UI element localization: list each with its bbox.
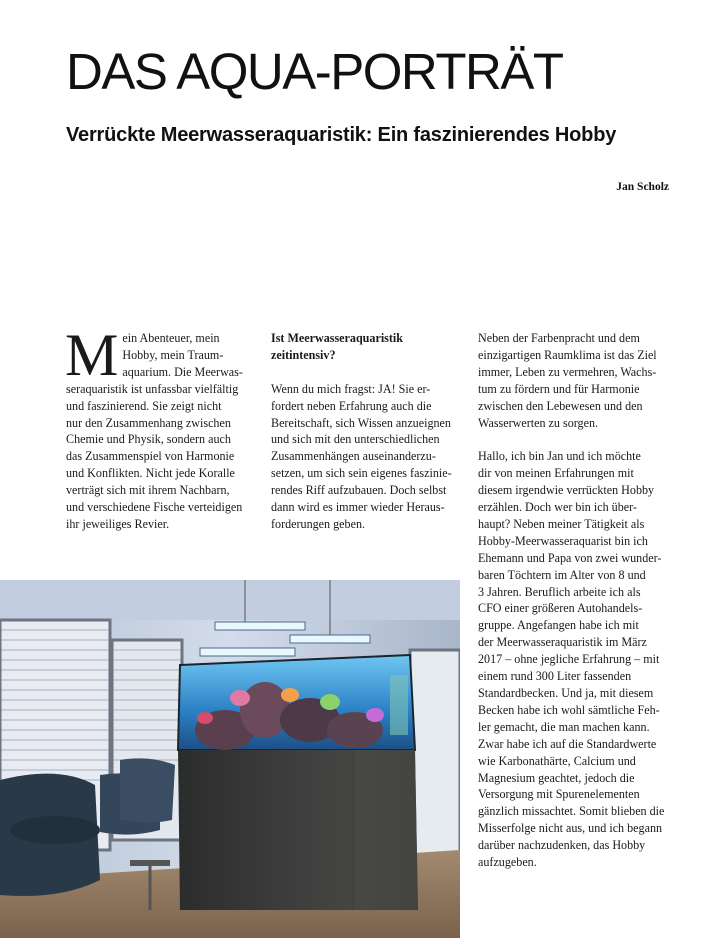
text-line: nur den Zusammenhang zwischen <box>66 415 231 430</box>
text-line: 2017 – ohne jegliche Erfahrung – mit <box>478 652 660 667</box>
text-line: tum zu fördern und für Harmonie <box>478 381 640 396</box>
text-line: darüber nachzudenken, das Hobby <box>478 838 646 853</box>
text-line: und sich mit den unterschiedlichen <box>271 432 440 447</box>
text-line: ihr jeweiliges Revier. <box>66 516 170 531</box>
text-line: Versorgung mit Spurenelementen <box>478 787 640 802</box>
text-line: forderungen geben. <box>271 516 366 531</box>
text-line: ein Abenteuer, mein <box>122 331 220 345</box>
text-line: Becken habe ich wohl sämtliche Feh- <box>478 702 660 717</box>
text-line: rendes Riff aufzubauen. Doch selbst <box>271 483 447 498</box>
article-column-2 <box>271 330 461 533</box>
text-line: gänzlich missachtet. Somit blieben die <box>478 804 665 819</box>
text-line: der Meerwasseraquaristik im März <box>478 635 647 650</box>
text-line: Magnesium geachtet, jedoch die <box>478 770 635 785</box>
text-line: verträgt sich mit ihrem Nachbarn, <box>66 483 230 498</box>
text-line: Zusammenhängen auseinanderzu- <box>271 449 436 464</box>
text-line: dann wird es immer wieder Heraus- <box>271 500 445 515</box>
author-name: Jan Scholz <box>616 181 669 193</box>
article-column-3 <box>478 330 672 871</box>
text-line: und verschiedene Fische verteidigen <box>66 500 243 515</box>
aquarium-photo <box>0 580 460 938</box>
text-line: Misserfolge nicht aus, und ich begann <box>478 821 663 836</box>
text-line: aquarium. Die Meerwas- <box>122 364 243 379</box>
column-3-paragraph-2 <box>478 448 672 871</box>
text-line: Hobby, mein Traum- <box>122 347 224 362</box>
text-line: Bereitschaft, sich Wissen anzueignen <box>271 415 451 430</box>
text-line: fordert neben Erfahrung auch die <box>271 398 432 413</box>
text-line: und faszinierend. Sie zeigt nicht <box>66 398 222 413</box>
text-line: Ist Meerwasseraquaristik <box>271 331 404 345</box>
text-line: zeitintensiv? <box>271 347 336 362</box>
text-line: Hallo, ich bin Jan und ich möchte <box>478 449 641 464</box>
text-line: Standardbecken. Und ja, mit diesem <box>478 686 654 701</box>
text-line: wie Karbonathärte, Calcium und <box>478 753 636 768</box>
text-line: immer, Leben zu vermehren, Wachs- <box>478 364 657 379</box>
text-line: Neben der Farbenpracht und dem <box>478 331 640 345</box>
text-line: seraquaristik ist unfassbar vielfältig <box>66 381 239 396</box>
article-column-1 <box>65 322 249 533</box>
text-line: das Zusammenspiel von Harmonie <box>66 449 235 464</box>
column-2-text <box>271 381 461 533</box>
text-line: dir von meinen Erfahrungen mit <box>478 466 634 481</box>
text-line: haupt? Neben meiner Tätigkeit als <box>478 516 645 531</box>
text-line: aufzugeben. <box>478 855 537 870</box>
text-line: einem rund 300 Liter fassenden <box>478 669 632 684</box>
page-title: DAS AQUA-PORTRÄT <box>66 43 563 100</box>
text-line: gruppe. Angefangen habe ich mit <box>478 618 639 633</box>
text-line: erzählen. Doch wer bin ich über- <box>478 500 637 515</box>
text-line: Wasserwerten zu sorgen. <box>478 415 599 430</box>
drop-cap: M <box>65 322 119 388</box>
section-heading <box>271 330 461 364</box>
text-line: CFO einer größeren Autohandels- <box>478 601 643 616</box>
text-line: baren Töchtern im Alter von 8 und <box>478 567 646 582</box>
text-line: und Konflikten. Nicht jede Koralle <box>66 466 235 481</box>
text-line: einzigartigen Raumklima ist das Ziel <box>478 347 657 362</box>
column-3-paragraph-1 <box>478 330 672 431</box>
text-line: Zwar habe ich auf die Standardwerte <box>478 736 657 751</box>
page-subtitle: Verrückte Meerwasseraquaristik: Ein faszinierendes Hobby <box>66 124 617 146</box>
text-line: diesem irgendwie verrückten Hobby <box>478 483 655 498</box>
text-line: setzen, um sich sein eigenes faszinie- <box>271 466 452 481</box>
text-line: Wenn du mich fragst: JA! Sie er- <box>271 381 431 396</box>
text-line: ler gemacht, die man machen kann. <box>478 719 650 734</box>
text-line: 3 Jahren. Beruflich arbeite ich als <box>478 584 641 599</box>
text-line: zwischen den Lebewesen und den <box>478 398 643 413</box>
text-line: Hobby-Meerwasseraquarist bin ich <box>478 533 648 548</box>
text-line: Ehemann und Papa von zwei wunder- <box>478 550 662 565</box>
text-line: Chemie und Physik, sondern auch <box>66 432 231 447</box>
